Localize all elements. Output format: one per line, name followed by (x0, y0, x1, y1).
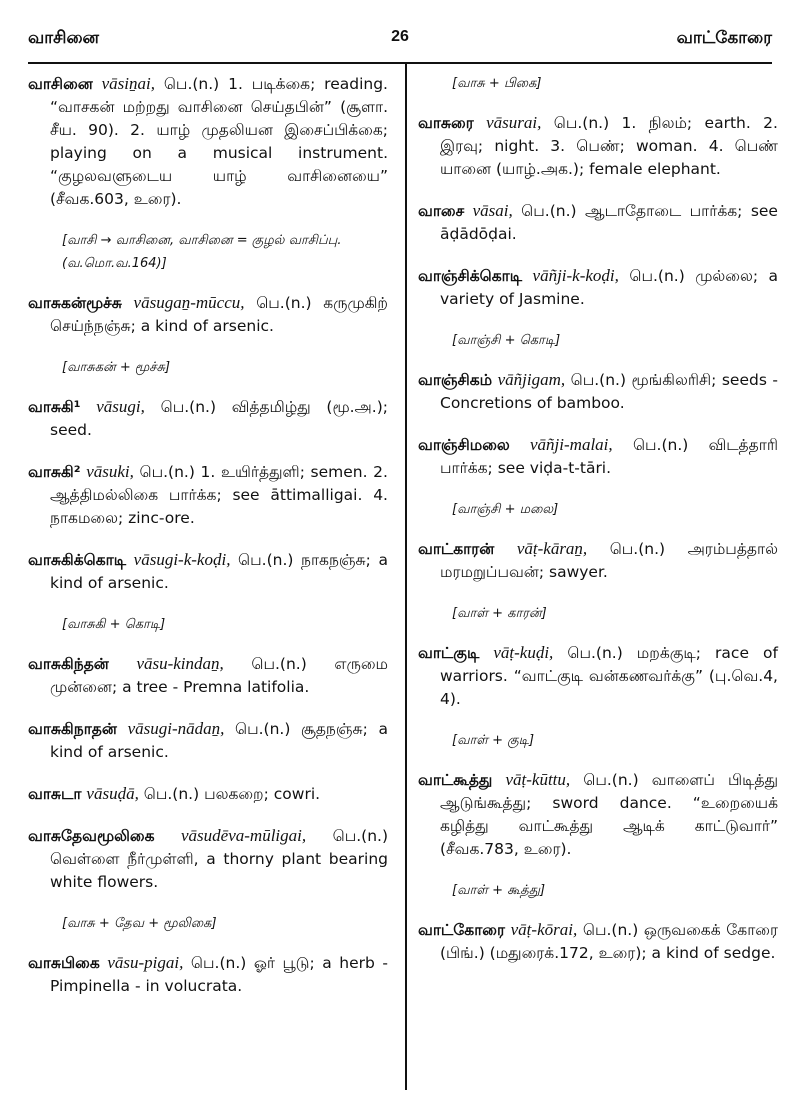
entry-transliteration: vāsai, (472, 201, 513, 220)
entry-headword: வாட்கோரை (418, 921, 505, 939)
dictionary-entry (28, 717, 388, 764)
entry-transliteration: vāsugi-nādaṉ, (127, 719, 225, 738)
dictionary-entry (28, 291, 388, 338)
entry-headword: வாசுரை (418, 114, 474, 132)
dictionary-entry (28, 395, 388, 442)
page-header (28, 26, 772, 56)
entry-definition: பெ.(n.) ஆடாதோடை பார்க்க; see āḍādōḍai. (440, 202, 778, 243)
dictionary-entry (418, 264, 778, 311)
dictionary-entry (418, 768, 778, 861)
dictionary-entry (418, 433, 778, 480)
entry-definition: பெ.(n.) மறக்குடி; race of warriors. “வாட்குடி வன்கணவர்க்கு” (பு.வெ.4, 4). (440, 644, 778, 708)
entry-transliteration: vāṭ-kōrai, (510, 920, 578, 939)
etymology-note: [வாள் + காரன்] (452, 606, 547, 621)
entry-transliteration: vāsuḍā, (86, 784, 139, 803)
etymology-note: [வாசுகி + கொடி] (62, 617, 166, 632)
entry-definition: பெ.(n.) 1. படிக்கை; reading. “வாசகன் மற்றது வாசினை செய்தபின்” (சூளா. சீய. 90). 2. யாழ் முதலியன இசைப்பிக்கை; playing on a musical instrument. “குழலவளுடைய யாழ் வாசினையை” (சீவக.603, உரை). (50, 75, 388, 208)
entry-headword: வாசை (418, 202, 465, 220)
entry-headword: வாசுபிகை (28, 954, 100, 972)
right-column (418, 72, 778, 983)
etymology-note: [வாஞ்சி + கொடி] (452, 333, 561, 348)
entry-transliteration: vāsu-pigai, (107, 953, 184, 972)
entry-headword: வாஞ்சிமலை (418, 436, 510, 454)
entry-definition: பெ.(n.) ஒருவகைக் கோரை (பிங்.) (மதுரைக்.172, உரை); a kind of sedge. (440, 921, 778, 962)
entry-transliteration: vāṭ-kuḍi, (493, 643, 554, 662)
entry-transliteration: vāñji-malai, (530, 435, 613, 454)
entry-transliteration: vāsurai, (486, 113, 542, 132)
dictionary-entry (28, 652, 388, 699)
entry-definition: பெ.(n.) கருமுகிற் செய்ந்நஞ்சு; a kind of arsenic. (50, 294, 388, 335)
entry-headword: வாசுகிக்கொடி (28, 551, 127, 569)
entry-definition: பெ.(n.) வெள்ளை நீர்முள்ளி, a thorny plant bearing white flowers. (50, 827, 388, 891)
entry-definition: பெ.(n.) வித்தமிழ்து (மூ.அ.); seed. (50, 398, 388, 439)
header-rule (28, 62, 772, 64)
etymology-note: [வாள் + கூத்து] (452, 883, 546, 898)
dictionary-entry (28, 548, 388, 595)
entry-definition: பெ.(n.) வாளைப் பிடித்து ஆடுங்கூத்து; sword dance. “உறையைக் கழித்து வாட்கூத்து ஆடிக் காட்டுவார்” (சீவக.783, உரை). (440, 771, 779, 858)
header-guide-word-right: வாட்கோரை (676, 28, 772, 48)
dictionary-entry (28, 460, 388, 530)
entry-transliteration: vāsugaṉ-mūccu, (133, 293, 245, 312)
entry-definition: பெ.(n.) மூங்கிலரிசி; seeds - Concretions of bamboo. (440, 371, 778, 412)
dictionary-entry (418, 111, 778, 181)
entry-definition: பெ.(n.) பலகறை; cowri. (143, 785, 321, 803)
left-column (28, 72, 388, 1016)
entry-definition: பெ.(n.) சூதநஞ்சு; a kind of arsenic. (50, 720, 388, 761)
entry-headword: வாசுகன்மூச்சு (28, 294, 122, 312)
dictionary-entry (418, 537, 778, 584)
dictionary-entry (28, 782, 388, 806)
entry-headword: வாசுடா (28, 785, 82, 803)
dictionary-entry (28, 951, 388, 998)
entry-definition: பெ.(n.) எருமை முன்னை; a tree - Premna latifolia. (50, 655, 388, 696)
entry-transliteration: vāṭ-kāraṉ, (516, 539, 588, 558)
etymology-note: [வாசுகன் + மூச்சு] (62, 360, 171, 375)
entry-definition: பெ.(n.) ஓர் பூடு; a herb - Pimpinella - in volucrata. (50, 954, 388, 995)
dictionary-entry (418, 641, 778, 711)
etymology-note: [வாஞ்சி + மலை] (452, 502, 559, 517)
entry-definition: பெ.(n.) முல்லை; a variety of Jasmine. (440, 267, 779, 308)
entry-headword: வாசினை (28, 75, 93, 93)
entry-transliteration: vāsugi-k-koḍi, (133, 550, 231, 569)
page-number: 26 (391, 28, 409, 45)
entry-headword: வாசுகி¹ (28, 398, 81, 416)
entry-transliteration: vāsudēva-mūligai, (181, 826, 307, 845)
entry-headword: வாஞ்சிக்கொடி (418, 267, 523, 285)
entry-headword: வாசுதேவமூலிகை (28, 827, 155, 845)
entry-transliteration: vāñji-k-koḍi, (532, 266, 619, 285)
entry-headword: வாட்கூத்து (418, 771, 493, 789)
entry-headword: வாசுகிநாதன் (28, 720, 117, 738)
entry-definition: பெ.(n.) நாகநஞ்சு; a kind of arsenic. (50, 551, 388, 592)
entry-definition: பெ.(n.) 1. உயிர்த்துளி; semen. 2. ஆத்திமல்லிகை பார்க்க; see āttimalligai. 4. நாகமலை; zinc-ore. (50, 463, 388, 527)
dictionary-entry (28, 824, 388, 894)
column-divider (405, 64, 407, 1090)
etymology-note: [வாசு + தேவ + மூலிகை] (62, 916, 217, 931)
entry-headword: வாஞ்சிகம் (418, 371, 493, 389)
dictionary-entry (418, 199, 778, 246)
entry-transliteration: vāsugi, (96, 397, 145, 416)
entry-headword: வாட்காரன் (418, 540, 495, 558)
dictionary-entry (28, 72, 388, 211)
entry-headword: வாசுகி² (28, 463, 81, 481)
entry-definition: பெ.(n.) விடத்தாரி பார்க்க; see viḍa-t-tāri. (440, 436, 778, 477)
etymology-note: [வாள் + குடி] (452, 733, 535, 748)
entry-transliteration: vāsuki, (86, 462, 134, 481)
dictionary-entry (418, 368, 778, 415)
etymology-note: [வாசி → வாசினை, வாசினை = குழல் வாசிப்பு. (வ.மொ.வ.164)] (62, 233, 342, 271)
entry-definition: பெ.(n.) 1. நிலம்; earth. 2. இரவு; night. 3. பெண்; woman. 4. பெண் யானை (யாழ்.அக.); female elephant. (440, 114, 778, 178)
dictionary-entry (418, 918, 778, 965)
entry-transliteration: vāñjigam, (497, 370, 566, 389)
entry-transliteration: vāsu-kindaṉ, (136, 654, 224, 673)
entry-definition: பெ.(n.) அரம்பத்தால் மரமறுப்பவன்; sawyer. (440, 540, 778, 581)
entry-headword: வாட்குடி (418, 644, 480, 662)
etymology-note: [வாசு + பிகை] (452, 76, 542, 91)
entry-transliteration: vāṭ-kūttu, (505, 770, 571, 789)
header-guide-word-left: வாசினை (28, 28, 100, 48)
entry-headword: வாசுகிந்தன் (28, 655, 109, 673)
entry-transliteration: vāsiṉai, (101, 74, 155, 93)
